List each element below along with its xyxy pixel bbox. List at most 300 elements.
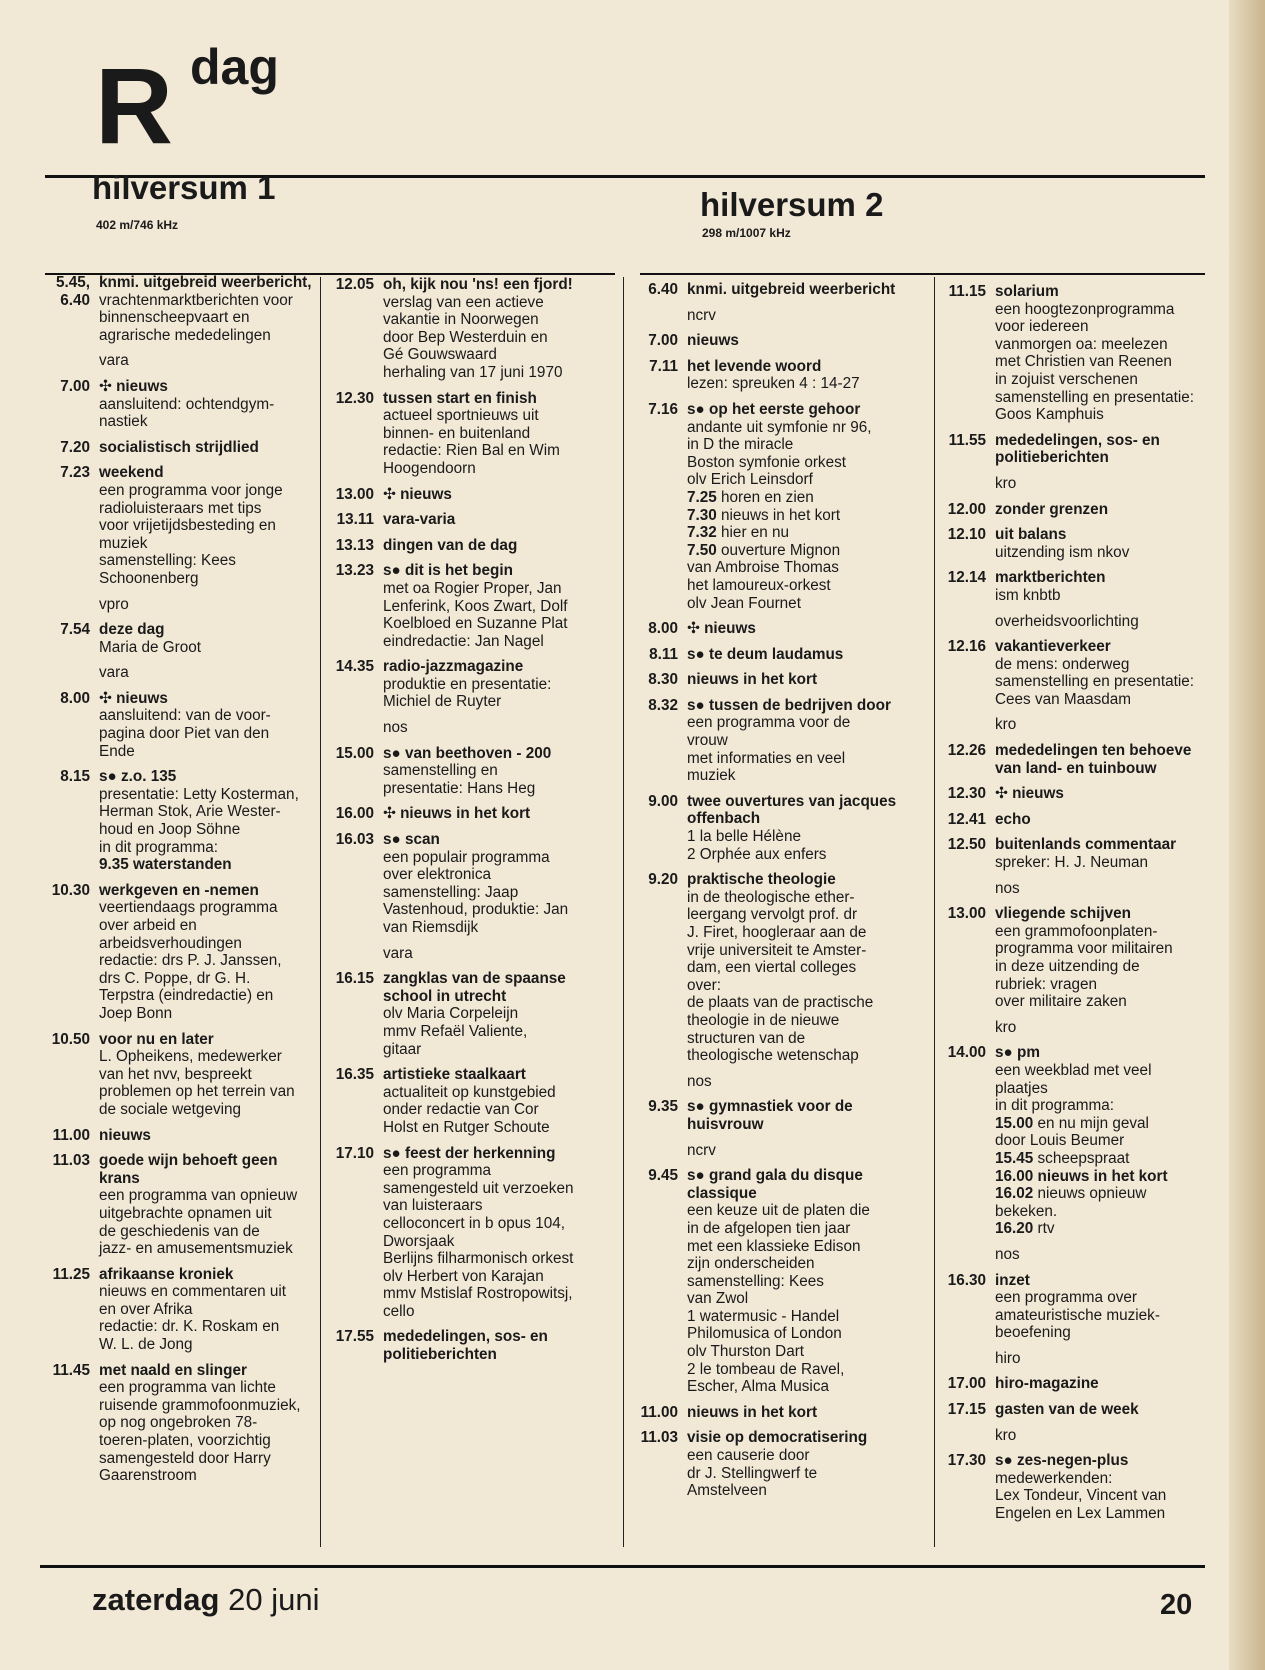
- program-entry: [938, 526, 1220, 561]
- description-line: samengesteld door Harry: [99, 1449, 271, 1467]
- network-label: ncrv: [687, 306, 716, 324]
- program-title: [383, 1145, 618, 1163]
- sub-text: nieuws opnieuw: [1037, 1185, 1147, 1203]
- program-time: 15.00: [335, 744, 374, 762]
- program-time: 8.30: [648, 671, 678, 689]
- program-title-text: van beethoven - 200: [405, 744, 552, 762]
- network-label: kro: [995, 716, 1017, 734]
- program-entry: [630, 1098, 928, 1133]
- program-title-text: feest der herkenning: [405, 1144, 556, 1162]
- program-column: [938, 283, 1220, 1531]
- sub-time: 9.35: [99, 856, 129, 874]
- program-time: 5.45, 6.40: [55, 274, 90, 309]
- program-title-text: dit is het begin: [405, 562, 513, 580]
- program-title-text: uit balans: [995, 526, 1067, 544]
- program-time: 9.20: [648, 871, 678, 889]
- program-time: 11.15: [948, 283, 986, 300]
- news-star-icon: ✣: [99, 377, 112, 395]
- description-line: arbeidsverhoudingen: [99, 934, 242, 952]
- program-title: [995, 432, 1220, 467]
- program-body: [90, 1152, 315, 1258]
- program-time: 8.00: [648, 620, 678, 638]
- program-title: [995, 1452, 1220, 1470]
- program-entry: [938, 785, 1220, 803]
- program-column: [330, 276, 618, 1372]
- program-title-text: nieuws: [1012, 785, 1064, 803]
- station-freq-2: 298 m/1007 kHz: [702, 226, 791, 240]
- program-title: [995, 1401, 1220, 1419]
- program-title-text: dingen van de dag: [383, 536, 518, 554]
- description-line: in de theologische ether-: [687, 888, 855, 906]
- description-line: uitgebrachte opnamen uit: [99, 1204, 272, 1222]
- description-line: de plaats van de practische: [687, 994, 874, 1012]
- program-title-text: twee ouvertures van jacques offenbach: [687, 792, 897, 828]
- description-line: pagina door Piet van den: [99, 725, 270, 743]
- program-body: [986, 1375, 1220, 1393]
- program-time: 13.13: [335, 536, 374, 554]
- program-title-text: grand gala du disque classique: [687, 1167, 863, 1202]
- program-title: [687, 281, 928, 299]
- description-line: olv Maria Corpeleijn: [383, 1005, 519, 1023]
- description-line: mmv Mstislaf Rostropowitsj,: [383, 1285, 573, 1303]
- program-title-text: deze dag: [99, 621, 165, 639]
- section-rule-2: [640, 273, 1205, 275]
- program-body: [678, 401, 928, 612]
- program-title: [383, 276, 618, 294]
- description-line: redactie: dr. K. Roskam en: [99, 1318, 280, 1336]
- program-entry: [630, 697, 928, 785]
- program-entry: [630, 1429, 928, 1499]
- program-title-text: het levende woord: [687, 357, 822, 375]
- program-entry: [630, 793, 928, 863]
- program-time: 11.03: [640, 1429, 678, 1447]
- program-title-text: goede wijn behoeft geen krans: [99, 1152, 278, 1187]
- program-entry: [32, 768, 315, 874]
- description-line: structuren van de: [687, 1029, 806, 1047]
- program-title: [995, 1272, 1220, 1290]
- program-time: 12.26: [947, 742, 986, 760]
- program-body: [90, 621, 315, 656]
- program-entry: [630, 281, 928, 299]
- description-line: medewerkenden:: [995, 1469, 1113, 1487]
- program-title: [687, 646, 928, 664]
- program-title-text: zonder grenzen: [995, 500, 1109, 518]
- program-entry: [330, 1066, 618, 1136]
- program-time: 11.00: [52, 1126, 90, 1144]
- program-title: [995, 811, 1220, 829]
- program-title: [687, 671, 928, 689]
- program-title-text: gymnastiek voor de huisvrouw: [687, 1098, 853, 1133]
- program-entry: [330, 276, 618, 382]
- program-title: [995, 283, 1220, 301]
- network-label: kro: [995, 1018, 1017, 1036]
- sub-line: [687, 489, 928, 507]
- program-time: 7.54: [60, 621, 90, 639]
- description-line: Michiel de Ruyter: [383, 693, 502, 711]
- program-time: 6.40: [648, 281, 678, 298]
- description-line: Goos Kamphuis: [995, 406, 1104, 424]
- program-title-text: hiro-magazine: [995, 1375, 1099, 1393]
- program-title-text: voor nu en later: [99, 1030, 214, 1048]
- program-title-text: praktische theologie: [687, 871, 836, 889]
- program-body: [374, 831, 618, 937]
- program-title-text: echo: [995, 810, 1031, 828]
- description-line: muziek: [99, 534, 148, 552]
- program-entry: [630, 620, 928, 638]
- description-line: 2 Orphée aux enfers: [687, 845, 827, 863]
- program-body: [374, 562, 618, 650]
- description-line: in dit programma:: [995, 1097, 1115, 1115]
- program-time: 8.15: [60, 768, 90, 786]
- program-title: [995, 785, 1220, 803]
- program-time: 12.00: [947, 500, 986, 518]
- program-entry: [630, 332, 928, 350]
- program-body: [90, 1266, 315, 1354]
- description-line: van luisteraars: [383, 1197, 483, 1215]
- description-line: over elektronica: [383, 866, 491, 884]
- program-title-text: nieuws: [704, 620, 756, 638]
- network-label: vpro: [99, 595, 129, 613]
- program-entry: [32, 690, 315, 760]
- program-title-text: marktberichten: [995, 569, 1106, 587]
- program-title: [995, 742, 1220, 777]
- description-line: Dworsjaak: [383, 1232, 455, 1250]
- column-divider: [320, 277, 321, 1547]
- description-line: een hoogtezonprogramma: [995, 300, 1175, 318]
- program-title: [687, 1404, 928, 1422]
- description-line: samengesteld uit verzoeken: [383, 1179, 574, 1197]
- program-entry: [938, 1375, 1220, 1393]
- program-title-text: weekend: [99, 464, 164, 482]
- program-entry: [330, 658, 618, 711]
- program-body: [678, 332, 928, 350]
- program-entry: [938, 1044, 1220, 1238]
- program-title-text: visie op democratisering: [687, 1429, 868, 1447]
- sub-text: en nu mijn geval: [1037, 1114, 1149, 1132]
- description-line: vanmorgen oa: meelezen: [995, 335, 1168, 353]
- program-time: 12.30: [335, 389, 374, 407]
- description-line: Maria de Groot: [99, 638, 202, 656]
- sub-line: [99, 856, 315, 874]
- program-body: [374, 537, 618, 555]
- program-title-text: werkgeven en -nemen: [99, 881, 259, 899]
- description-line: samenstelling en presentatie:: [995, 673, 1194, 691]
- description-line: Herman Stok, Arie Wester-: [99, 803, 281, 821]
- description-line: samenstelling: Kees: [687, 1272, 824, 1290]
- description-line: Lex Tondeur, Vincent van: [995, 1487, 1167, 1505]
- sub-time: 7.50: [687, 541, 717, 559]
- description-line: een programma van lichte: [99, 1379, 276, 1397]
- program-title-text: nieuws: [99, 1126, 151, 1144]
- program-time: 11.25: [52, 1265, 90, 1283]
- program-body: [90, 274, 315, 344]
- sub-time: 16.20: [995, 1220, 1034, 1238]
- program-body: [986, 1272, 1220, 1342]
- program-entry: [32, 1362, 315, 1485]
- news-star-icon: ✣: [383, 485, 396, 503]
- description-line: theologische wetenschap: [687, 1047, 859, 1065]
- program-title-text: zangklas van de spaanse school in utrecht: [383, 970, 566, 1005]
- program-time: 9.35: [648, 1098, 678, 1116]
- description-line: over:: [687, 976, 722, 994]
- description-line: met Christien van Reenen: [995, 353, 1172, 371]
- page-edge: [1229, 0, 1265, 1670]
- program-title: [383, 486, 618, 504]
- news-star-icon: ✣: [687, 620, 700, 638]
- program-entry: [630, 1167, 928, 1396]
- program-entry: [938, 501, 1220, 519]
- sub-line: [687, 507, 928, 525]
- program-entry: [32, 1031, 315, 1119]
- description-line: Berlijns filharmonisch orkest: [383, 1250, 574, 1268]
- program-title: [99, 274, 315, 292]
- column-divider: [623, 277, 624, 1547]
- program-title-text: inzet: [995, 1271, 1030, 1289]
- program-body: [374, 511, 618, 529]
- description-line: 1 watermusic - Handel: [687, 1307, 840, 1325]
- masthead-word: dag: [190, 39, 279, 95]
- description-line: een grammofoonplaten-: [995, 922, 1158, 940]
- program-title: [383, 511, 618, 529]
- description-line: Lenferink, Koos Zwart, Dolf: [383, 597, 568, 615]
- program-entry: [938, 1401, 1220, 1419]
- stereo-icon: s●: [995, 1452, 1013, 1470]
- sub-line: [687, 524, 928, 542]
- program-title: [995, 569, 1220, 587]
- description-line: andante uit symfonie nr 96,: [687, 418, 872, 436]
- program-entry: [32, 1127, 315, 1145]
- program-title: [383, 1066, 618, 1084]
- program-entry: [330, 390, 618, 478]
- program-title-text: tussen de bedrijven door: [709, 696, 891, 714]
- description-line: olv Erich Leinsdorf: [687, 471, 813, 489]
- description-line: op nog ongebroken 78-: [99, 1414, 258, 1432]
- description-line: mmv Refaël Valiente,: [383, 1022, 528, 1040]
- station-name-1: hilversum 1: [92, 169, 276, 206]
- program-time: 16.00: [335, 805, 374, 823]
- program-title-text: knmi. uitgebreid weerbericht,: [99, 274, 312, 291]
- description-line: Ende: [99, 742, 135, 760]
- description-line: een programma van opnieuw: [99, 1187, 298, 1205]
- program-time: 7.23: [60, 464, 90, 482]
- program-body: [374, 1328, 618, 1363]
- description-line: Philomusica of London: [687, 1325, 842, 1343]
- description-line: voor vrijetijdsbesteding en: [99, 517, 276, 535]
- description-line: door Bep Westerduin en: [383, 328, 548, 346]
- program-title: [99, 1152, 315, 1187]
- description-line: J. Firet, hoogleraar aan de: [687, 924, 867, 941]
- program-time: 12.41: [947, 810, 986, 828]
- description-line: verslag van een actieve: [383, 293, 544, 311]
- stereo-icon: s●: [687, 400, 705, 418]
- program-time: 7.20: [60, 438, 90, 456]
- description-line: vakantie in Noorwegen: [383, 311, 539, 329]
- program-body: [90, 1362, 315, 1485]
- description-line: samenstelling en presentatie:: [995, 388, 1194, 406]
- description-line: in D the miracle: [687, 436, 794, 454]
- program-entry: [330, 805, 618, 823]
- page-number: 20: [1160, 1589, 1193, 1621]
- program-title: [383, 745, 618, 763]
- program-entry: [330, 1145, 618, 1321]
- program-title: [687, 620, 928, 638]
- description-line: een programma over: [995, 1289, 1137, 1307]
- description-line: vrachtenmarktberichten voor: [99, 291, 293, 309]
- program-title-text: buitenlands commentaar: [995, 836, 1177, 854]
- program-title-text: gasten van de week: [995, 1401, 1139, 1419]
- program-body: [986, 638, 1220, 708]
- program-entry: [330, 970, 618, 1058]
- description-line: een weekblad met veel: [995, 1061, 1152, 1079]
- description-line: een programma voor jonge: [99, 481, 283, 499]
- description-line: L. Opheikens, medewerker: [99, 1048, 282, 1066]
- program-entry: [938, 283, 1220, 424]
- description-line: door Louis Beumer: [995, 1132, 1125, 1150]
- sub-text: hier en nu: [721, 524, 790, 542]
- program-time: 7.16: [648, 400, 678, 418]
- program-title-text: nieuws: [687, 332, 739, 350]
- program-body: [986, 283, 1220, 424]
- description-line: in zojuist verschenen: [995, 370, 1138, 388]
- program-entry: [32, 274, 315, 344]
- description-line: onder redactie van Cor: [383, 1101, 539, 1119]
- program-title-text: socialistisch strijdlied: [99, 438, 259, 456]
- program-title: [383, 537, 618, 555]
- program-time: 12.30: [947, 785, 986, 803]
- station-name-2: hilversum 2: [700, 186, 884, 223]
- program-time: 11.55: [948, 431, 986, 449]
- description-line: theologie in de nieuwe: [687, 1011, 840, 1029]
- program-entry: [330, 745, 618, 798]
- program-entry: [938, 811, 1220, 829]
- sub-time: 7.32: [687, 524, 717, 542]
- program-title: [99, 1031, 315, 1049]
- program-title-text: mededelingen, sos- en politieberichten: [995, 431, 1160, 467]
- program-body: [678, 358, 928, 393]
- program-title: [99, 768, 315, 786]
- program-time: 7.00: [648, 332, 678, 350]
- program-body: [986, 501, 1220, 519]
- program-title-text: oh, kijk nou 'ns! een fjord!: [383, 276, 573, 293]
- network-label: nos: [995, 879, 1020, 897]
- program-title: [99, 378, 315, 396]
- network-label: hiro: [995, 1349, 1021, 1367]
- program-title: [99, 1266, 315, 1284]
- program-body: [374, 486, 618, 504]
- description-line: veertiendaags programma: [99, 899, 278, 917]
- program-body: [986, 526, 1220, 561]
- description-line: van Zwol: [687, 1290, 749, 1308]
- description-line: lezen: spreuken 4 : 14-27: [687, 375, 860, 393]
- program-body: [678, 1098, 928, 1133]
- program-entry: [32, 378, 315, 431]
- sub-text: horen en zien: [721, 488, 814, 506]
- program-title: [383, 970, 618, 1005]
- program-title-text: nieuws: [116, 689, 168, 707]
- program-title-text: zes-negen-plus: [1017, 1452, 1129, 1470]
- program-body: [678, 281, 928, 299]
- stereo-icon: s●: [383, 562, 401, 580]
- program-time: 10.50: [51, 1030, 90, 1048]
- description-line: redactie: Rien Bal en Wim: [383, 442, 560, 460]
- sub-line: [995, 1115, 1220, 1133]
- sub-line: [995, 1168, 1220, 1186]
- program-entry: [938, 836, 1220, 871]
- program-title-text: mededelingen ten behoeve van land- en tuinbouw: [995, 742, 1192, 777]
- program-title: [687, 871, 928, 889]
- program-entry: [630, 1404, 928, 1422]
- program-time: 12.05: [335, 276, 374, 293]
- description-line: Gaarenstroom: [99, 1467, 197, 1485]
- description-line: van Ambroise Thomas: [687, 559, 839, 577]
- description-line: een keuze uit de platen die: [687, 1202, 870, 1220]
- program-time: 13.00: [335, 485, 374, 503]
- program-time: 13.11: [336, 511, 374, 529]
- sub-time: 16.00: [995, 1167, 1034, 1185]
- program-title: [995, 501, 1220, 519]
- program-entry: [330, 511, 618, 529]
- network-label: vara: [99, 664, 129, 682]
- program-title-text: tussen start en finish: [383, 389, 537, 407]
- program-title-text: nieuws in het kort: [400, 805, 531, 823]
- description-line: amateuristische muziek-: [995, 1306, 1160, 1324]
- news-star-icon: ✣: [383, 805, 396, 823]
- description-line: olv Thurston Dart: [687, 1343, 805, 1361]
- description-line: Gé Gouwswaard: [383, 346, 497, 364]
- program-time: 14.00: [947, 1044, 986, 1062]
- description-line: 1 la belle Hélène: [687, 828, 801, 846]
- program-entry: [330, 537, 618, 555]
- description-line: Cees van Maasdam: [995, 690, 1132, 708]
- program-title: [995, 1044, 1220, 1062]
- program-body: [90, 464, 315, 587]
- program-body: [374, 1066, 618, 1136]
- program-title: [687, 1098, 928, 1133]
- program-title: [995, 526, 1220, 544]
- program-column: [32, 274, 315, 1493]
- description-line: Schoonenberg: [99, 569, 199, 587]
- program-body: [986, 1401, 1220, 1419]
- description-line: Amstelveen: [687, 1482, 767, 1500]
- description-line: over militaire zaken: [995, 993, 1127, 1011]
- program-entry: [630, 671, 928, 689]
- program-time: 11.00: [640, 1403, 678, 1421]
- program-entry: [330, 486, 618, 504]
- program-body: [374, 805, 618, 823]
- program-entry: [330, 1328, 618, 1363]
- program-body: [90, 378, 315, 431]
- description-line: herhaling van 17 juni 1970: [383, 363, 563, 381]
- description-line: plaatjes: [995, 1079, 1048, 1097]
- program-entry: [938, 569, 1220, 604]
- program-body: [986, 811, 1220, 829]
- program-body: [90, 882, 315, 1023]
- program-body: [90, 690, 315, 760]
- description-line: W. L. de Jong: [99, 1336, 193, 1354]
- description-line: celloconcert in b opus 104,: [383, 1214, 565, 1232]
- program-title: [99, 464, 315, 482]
- description-line: actueel sportnieuws uit: [383, 407, 539, 425]
- description-line: met oa Rogier Proper, Jan: [383, 579, 562, 597]
- description-line: agrarische mededelingen: [99, 326, 271, 344]
- program-title-text: vliegende schijven: [995, 905, 1132, 923]
- column-divider: [934, 277, 935, 1547]
- program-time: 8.11: [649, 645, 678, 663]
- description-line: de sociale wetgeving: [99, 1100, 242, 1118]
- program-body: [678, 697, 928, 785]
- program-title: [383, 658, 618, 676]
- program-entry: [32, 882, 315, 1023]
